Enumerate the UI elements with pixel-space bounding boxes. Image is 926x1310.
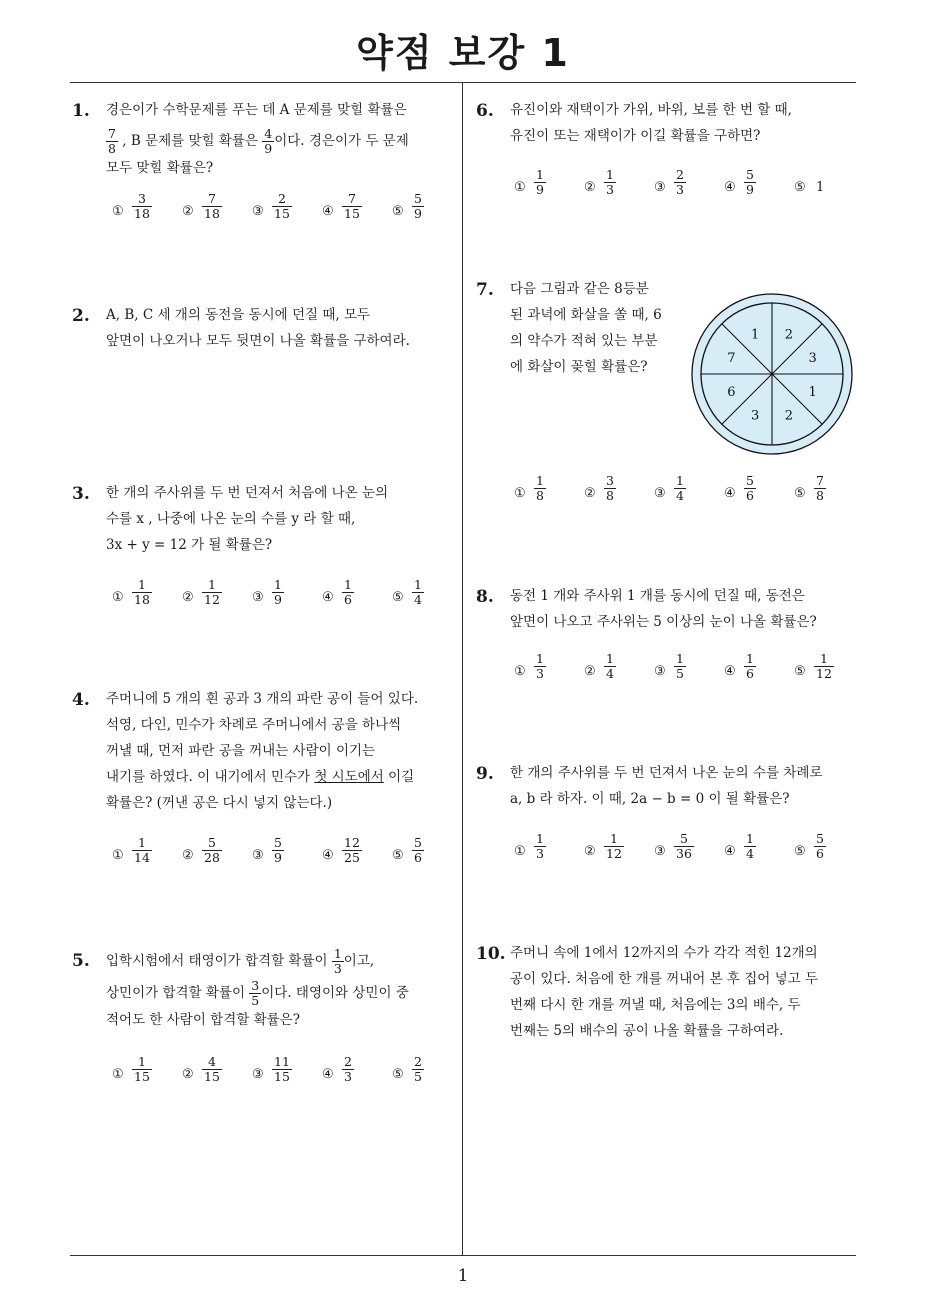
choice-marker: ③ (252, 590, 264, 605)
denominator: 6 (746, 488, 754, 503)
numerator: 1 (333, 946, 342, 961)
numerator: 2 (277, 191, 286, 206)
question-number: 4. (72, 690, 90, 710)
inline-fraction (106, 127, 118, 156)
choice-marker: ② (182, 1067, 194, 1082)
question-number: 8. (476, 587, 494, 607)
numerator: 1 (536, 831, 544, 846)
denominator: 12 (816, 666, 832, 681)
choice-marker: ⑤ (794, 486, 806, 501)
sector-label: 3 (808, 351, 817, 367)
question-text-line: 공이 있다. 처음에 한 개를 꺼내어 본 후 집어 넣고 두 (510, 971, 819, 987)
denominator: 6 (414, 850, 422, 865)
bottom-rule (70, 1255, 856, 1256)
choice-marker: ① (112, 590, 124, 605)
choice-fraction (534, 652, 546, 681)
numerator: 11 (274, 1054, 290, 1069)
choice-fraction (604, 652, 616, 681)
choice-marker: ④ (724, 180, 736, 195)
choice-fraction (412, 192, 424, 221)
choice-marker: ④ (322, 204, 334, 219)
question-text-line: $\frac{7}{8}$ , B 문제를 맞힐 확률은 $\frac{4}{9}$ 이다. 경은이가 두 문제 (108, 126, 409, 156)
denominator: 4 (606, 666, 614, 681)
choice-fraction (342, 1055, 354, 1084)
denominator: 4 (676, 488, 684, 503)
denominator: 9 (746, 182, 754, 197)
choice-marker: ⑤ (794, 664, 806, 679)
choice-marker: ① (112, 848, 124, 863)
question-text-line: 번째 다시 한 개를 꺼낼 때, 처음에는 3의 배수, 두 (510, 997, 801, 1013)
choice-fraction (744, 168, 756, 197)
question-number: 7. (476, 280, 494, 300)
denominator: 4 (746, 846, 754, 861)
choice-fraction (534, 168, 546, 197)
inline-fraction (332, 947, 344, 976)
question-text-line: 확률은? (꺼낸 공은 다시 넣지 않는다.) (106, 795, 333, 811)
question-text-line: 모두 맞힐 확률은? (106, 160, 214, 176)
denominator: 9 (264, 141, 273, 156)
choice-fraction (412, 578, 424, 607)
numerator: 1 (746, 831, 754, 846)
choice-marker: ⑤ (794, 844, 806, 859)
question-text-line: 한 개의 주사위를 두 번 던져서 나온 눈의 수를 차례로 (510, 765, 823, 781)
denominator: 25 (344, 850, 360, 865)
choice-fraction (342, 836, 362, 865)
choice-fraction (412, 1055, 424, 1084)
choice-marker: ② (182, 590, 194, 605)
choice-marker: ② (182, 848, 194, 863)
question-number: 6. (476, 101, 494, 121)
inline-fraction (262, 127, 274, 156)
choice-fraction (604, 168, 616, 197)
denominator: 15 (204, 1069, 220, 1084)
numerator: 1 (137, 577, 146, 592)
numerator: 3 (606, 473, 614, 488)
numerator: 1 (676, 651, 684, 666)
sector-label: 2 (784, 327, 793, 343)
choice-marker: ① (514, 664, 526, 679)
denominator: 5 (251, 993, 260, 1008)
numerator: 5 (746, 473, 754, 488)
numerator: 7 (347, 191, 356, 206)
numerator: 5 (414, 191, 422, 206)
question-text-line: 의 약수가 적혀 있는 부분 (510, 333, 658, 349)
choice-marker: ③ (654, 664, 666, 679)
choice-fraction (814, 832, 826, 861)
choice-fraction (342, 578, 354, 607)
numerator: 2 (414, 1054, 422, 1069)
underlined-text: 첫 시도에서 (314, 769, 384, 785)
question-text-line: 유진이와 재택이가 가위, 바위, 보를 한 번 할 때, (510, 102, 792, 118)
sector-label: 2 (784, 408, 793, 424)
choice-marker: ② (584, 664, 596, 679)
choice-marker: ③ (252, 204, 264, 219)
denominator: 9 (536, 182, 544, 197)
choice-fraction (272, 192, 292, 221)
denominator: 3 (676, 182, 684, 197)
choice-marker: ① (514, 844, 526, 859)
choice-marker: ② (182, 204, 194, 219)
dartboard-figure (690, 292, 854, 456)
numerator: 1 (536, 473, 544, 488)
question-text-line: 한 개의 주사위를 두 번 던져서 처음에 나온 눈의 (106, 485, 389, 501)
numerator: 1 (414, 577, 422, 592)
choice-marker: ⑤ (392, 1067, 404, 1082)
question-text-line: 내기를 하였다. 이 내기에서 민수가 첫 시도에서 이길 (106, 769, 415, 785)
sector-label: 3 (751, 408, 760, 424)
choice-marker: ① (112, 1067, 124, 1082)
question-text-line: 꺼낼 때, 먼저 파란 공을 꺼내는 사람이 이기는 (106, 743, 376, 759)
choice-fraction (342, 192, 362, 221)
denominator: 15 (274, 206, 290, 221)
numerator: 5 (746, 167, 754, 182)
question-number: 9. (476, 764, 494, 784)
numerator: 7 (816, 473, 824, 488)
choice-marker: ② (584, 486, 596, 501)
numerator: 1 (676, 473, 684, 488)
choice-marker: ③ (654, 486, 666, 501)
choice-fraction (814, 652, 834, 681)
denominator: 5 (414, 1069, 422, 1084)
sector-label: 1 (751, 327, 760, 343)
denominator: 14 (134, 850, 150, 865)
denominator: 18 (134, 206, 150, 221)
numerator: 1 (609, 831, 618, 846)
inline-fraction (249, 979, 261, 1008)
question-number: 2. (72, 306, 90, 326)
choice-fraction (674, 652, 686, 681)
top-rule (70, 82, 856, 83)
choice-fraction (272, 836, 284, 865)
denominator: 28 (204, 850, 220, 865)
numerator: 1 (274, 577, 282, 592)
question-text-line: 입학시험에서 태영이가 합격할 확률이 $\frac{1}{3}$ 이고, (106, 946, 375, 976)
choice-marker: ④ (322, 848, 334, 863)
choice-fraction (202, 1055, 222, 1084)
denominator: 3 (344, 1069, 352, 1084)
choice-marker: ⑤ (392, 590, 404, 605)
question-number: 1. (72, 101, 90, 121)
numerator: 1 (137, 1054, 146, 1069)
numerator: 1 (746, 651, 754, 666)
question-text-line: 유진이 또는 재택이가 이길 확률을 구하면? (510, 128, 761, 144)
choice-fraction (744, 652, 756, 681)
denominator: 3 (536, 846, 544, 861)
choice-marker: ③ (252, 848, 264, 863)
choice-marker: ② (584, 180, 596, 195)
question-text-line: 번째는 5의 배수의 공이 나올 확률을 구하여라. (510, 1023, 784, 1039)
choice-marker: ④ (322, 590, 334, 605)
column-divider (462, 82, 463, 1255)
choice-fraction (534, 832, 546, 861)
page-title: 약점 보강 1 (356, 31, 570, 75)
denominator: 9 (414, 206, 422, 221)
denominator: 18 (134, 592, 150, 607)
choice-marker: ① (514, 486, 526, 501)
question-text-line: 주머니에 5 개의 흰 공과 3 개의 파란 공이 들어 있다. (106, 691, 419, 707)
numerator: 3 (137, 191, 146, 206)
choice-fraction (272, 1055, 292, 1084)
choice-fraction (814, 474, 826, 503)
numerator: 2 (344, 1054, 352, 1069)
numerator: 1 (606, 651, 614, 666)
choice-marker: ③ (654, 844, 666, 859)
question-text-line: A, B, C 세 개의 동전을 동시에 던질 때, 모두 (106, 307, 371, 323)
question-text-line: 앞면이 나오거나 모두 뒷면이 나올 확률을 구하여라. (106, 333, 410, 349)
numerator: 1 (344, 577, 352, 592)
question-text-line: 앞면이 나오고 주사위는 5 이상의 눈이 나올 확률은? (510, 614, 817, 630)
numerator: 5 (274, 835, 282, 850)
denominator: 3 (606, 182, 614, 197)
choice-fraction (604, 474, 616, 503)
choice-fraction (132, 1055, 152, 1084)
choice-fraction (674, 168, 686, 197)
numerator: 3 (251, 978, 260, 993)
choice-marker: ③ (654, 180, 666, 195)
numerator: 1 (536, 651, 544, 666)
choice-marker: ③ (252, 1067, 264, 1082)
denominator: 8 (536, 488, 544, 503)
choice-fraction (674, 474, 686, 503)
sector-label: 1 (808, 384, 817, 400)
choice-fraction (412, 836, 424, 865)
choice-marker: ⑤ (392, 848, 404, 863)
numerator: 5 (414, 835, 422, 850)
choice-marker: ④ (724, 486, 736, 501)
denominator: 6 (344, 592, 352, 607)
choice-fraction (132, 192, 152, 221)
choice-fraction (132, 836, 152, 865)
question-text-line: 수를 x , 나중에 나온 눈의 수를 y 라 할 때, (106, 511, 356, 527)
denominator: 6 (816, 846, 824, 861)
question-text-line: 된 과녁에 화살을 쏠 때, 6 (510, 307, 662, 323)
denominator: 8 (816, 488, 824, 503)
question-text-line: 주머니 속에 1에서 12까지의 수가 각각 적힌 12개의 (510, 945, 818, 961)
denominator: 36 (676, 846, 692, 861)
question-text-line: 다음 그림과 같은 8등분 (510, 281, 649, 297)
denominator: 3 (333, 961, 342, 976)
choice-marker: ① (514, 180, 526, 195)
numerator: 2 (676, 167, 684, 182)
choice-marker: ⑤ (392, 204, 404, 219)
denominator: 6 (746, 666, 754, 681)
sector-label: 7 (727, 351, 736, 367)
denominator: 8 (108, 141, 116, 156)
denominator: 15 (344, 206, 360, 221)
numerator: 5 (679, 831, 688, 846)
numerator: 12 (344, 835, 360, 850)
denominator: 18 (204, 206, 220, 221)
question-text-line: 경은이가 수학문제를 푸는 데 A 문제를 맞힐 확률은 (106, 102, 407, 118)
choice-fraction (202, 836, 222, 865)
page-number: 1 (457, 1266, 469, 1286)
question-number: 5. (72, 951, 90, 971)
question-text-line: 상민이가 합격할 확률이 $\frac{3}{5}$ 이다. 태영이와 상민이 중 (106, 978, 409, 1008)
choice-value: 1 (816, 180, 825, 195)
question-number: 10. (476, 944, 506, 964)
question-text-line: 에 화살이 꽂힐 확률은? (510, 359, 648, 375)
numerator: 5 (207, 835, 216, 850)
choice-marker: ④ (724, 844, 736, 859)
numerator: 1 (137, 835, 146, 850)
numerator: 1 (606, 167, 614, 182)
numerator: 1 (536, 167, 544, 182)
numerator: 1 (819, 651, 828, 666)
numerator: 4 (264, 126, 273, 141)
choice-marker: ④ (322, 1067, 334, 1082)
choice-fraction (202, 192, 222, 221)
numerator: 1 (207, 577, 216, 592)
denominator: 15 (134, 1069, 150, 1084)
choice-fraction (744, 832, 756, 861)
numerator: 4 (207, 1054, 216, 1069)
question-number: 3. (72, 484, 90, 504)
choice-marker: ① (112, 204, 124, 219)
question-text-line: 석영, 다인, 민수가 차례로 주머니에서 공을 하나씩 (106, 717, 402, 733)
choice-fraction (744, 474, 756, 503)
question-text-line: 적어도 한 사람이 합격할 확률은? (106, 1012, 300, 1028)
denominator: 9 (274, 850, 282, 865)
choice-fraction (132, 578, 152, 607)
denominator: 3 (536, 666, 544, 681)
numerator: 7 (207, 191, 216, 206)
question-text-line: 3x + y = 12 가 될 확률은? (106, 537, 273, 553)
choice-fraction (534, 474, 546, 503)
sector-label: 6 (727, 384, 736, 400)
denominator: 4 (414, 592, 422, 607)
question-text-line: a, b 라 하자. 이 때, 2a − b = 0 이 될 확률은? (510, 791, 790, 807)
denominator: 8 (606, 488, 614, 503)
choice-marker: ⑤ (794, 180, 806, 195)
choice-marker: ④ (724, 664, 736, 679)
denominator: 12 (204, 592, 220, 607)
denominator: 9 (274, 592, 282, 607)
question-text-line: 동전 1 개와 주사위 1 개를 동시에 던질 때, 동전은 (510, 588, 805, 604)
choice-fraction (604, 832, 624, 861)
choice-fraction (674, 832, 694, 861)
choice-fraction (272, 578, 284, 607)
choice-marker: ② (584, 844, 596, 859)
choice-fraction (202, 578, 222, 607)
numerator: 7 (108, 126, 116, 141)
denominator: 5 (676, 666, 684, 681)
denominator: 12 (606, 846, 622, 861)
numerator: 5 (816, 831, 824, 846)
denominator: 15 (274, 1069, 290, 1084)
